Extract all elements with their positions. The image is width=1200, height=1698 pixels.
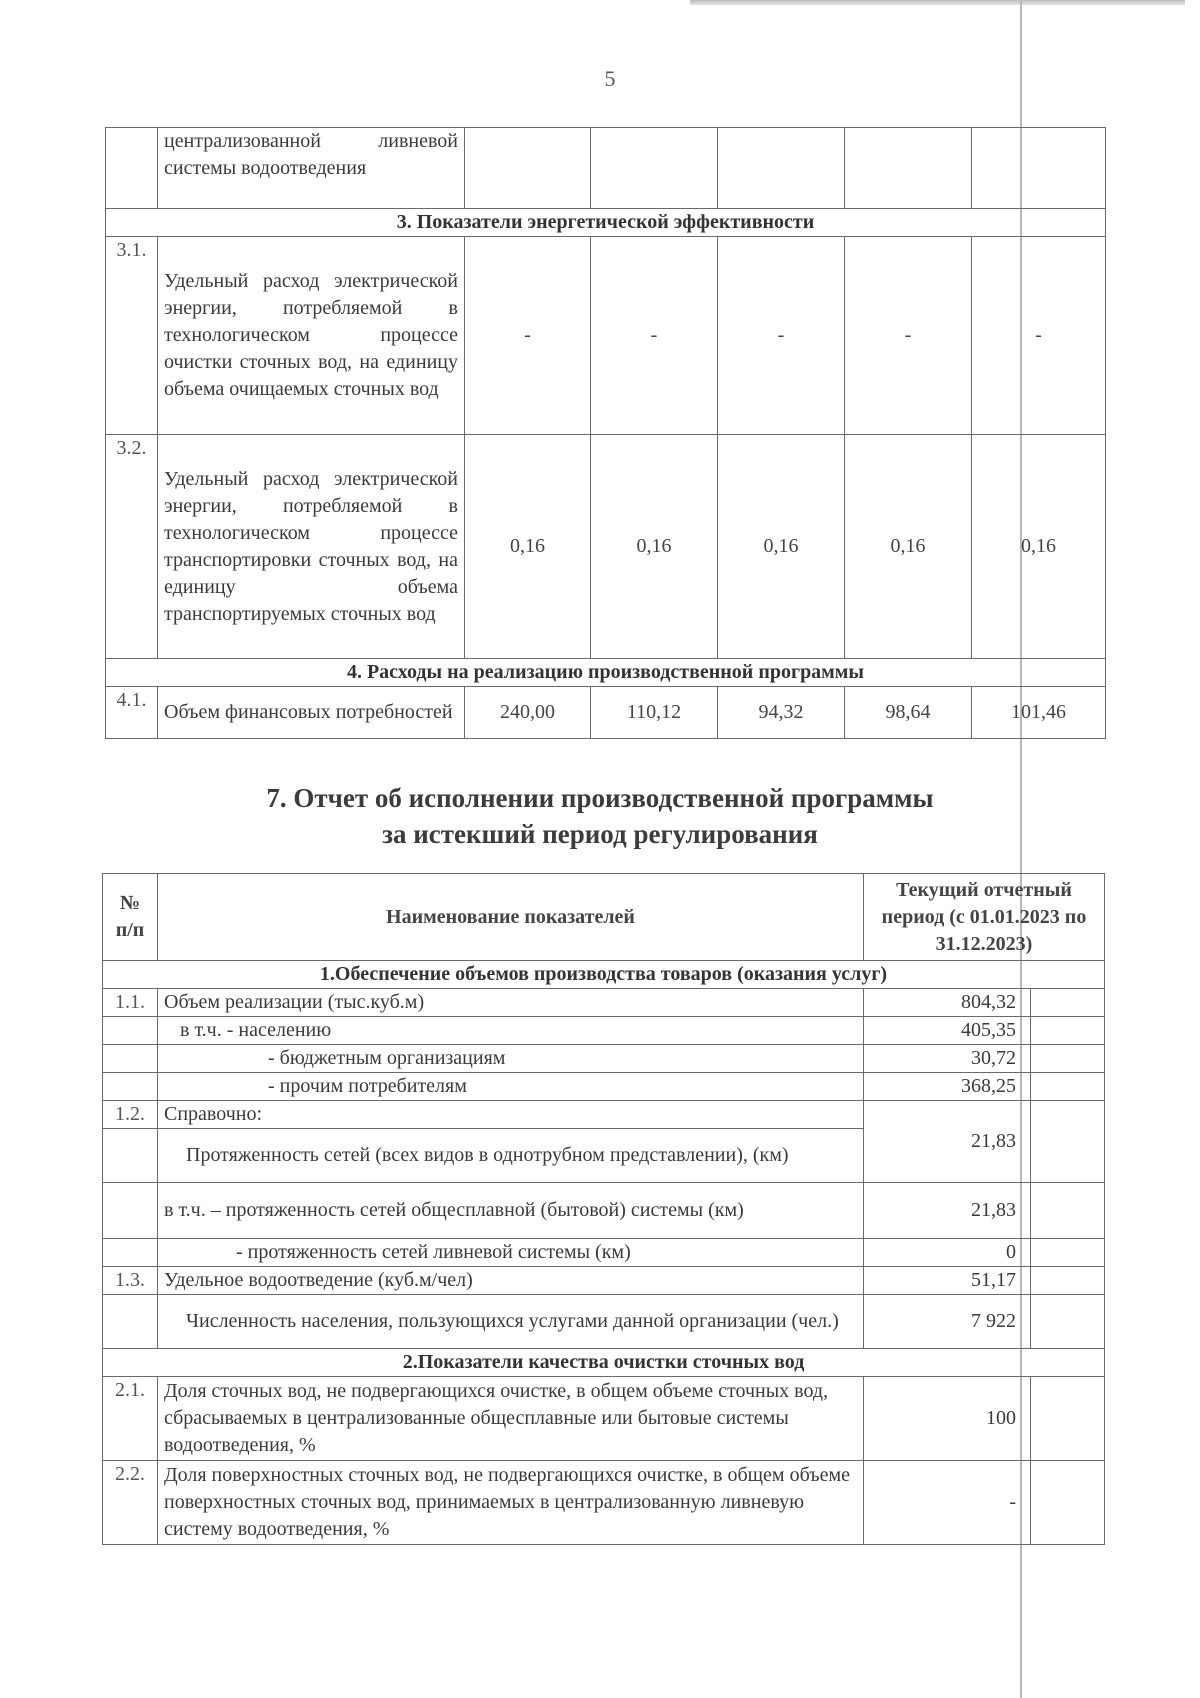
indicator-name-cell: Удельный расход электрической энергии, потребляемой в технологическом процессе очистки сточных вод, на единицу объема очищаемых сточных вод [158, 237, 465, 435]
value-cell: - [864, 1461, 1031, 1545]
value-cell: 0,16 [718, 435, 845, 659]
table-row [103, 1239, 1105, 1267]
value-cell: - [845, 237, 972, 435]
row-number-cell: 1.1. [103, 989, 158, 1017]
section-title: 2.Показатели качества очистки сточных вод [103, 1349, 1105, 1377]
value-cell: - [972, 237, 1106, 435]
indicator-name-cell: централизованной ливневой системы водоотведения [158, 128, 465, 209]
section-title: 4. Расходы на реализацию производственной программы [106, 659, 1106, 687]
page-number: 5 [604, 66, 616, 91]
value-cell [465, 128, 591, 209]
row-number-cell [103, 1295, 158, 1349]
value-cell: 30,72 [864, 1045, 1031, 1073]
program-report-table [102, 873, 1105, 1545]
row-number-cell [106, 128, 158, 209]
row-number-cell: 4.1. [106, 687, 158, 739]
row-number-cell [103, 1073, 158, 1101]
empty-cell [1031, 1073, 1105, 1101]
table-row [103, 1073, 1105, 1101]
empty-cell [1031, 1101, 1105, 1183]
table-row [103, 989, 1105, 1017]
value-cell: 51,17 [864, 1267, 1031, 1295]
row-number-cell [103, 1017, 158, 1045]
empty-cell [1031, 1183, 1105, 1239]
value-cell [591, 128, 718, 209]
empty-cell [1031, 1017, 1105, 1045]
value-cell: 94,32 [718, 687, 845, 739]
section-header-row [106, 209, 1106, 237]
indicator-name-cell: Доля поверхностных сточных вод, не подвергающихся очистке, в общем объеме поверхностных сточных вод, принимаемых в централизованную ливневую систему водоотведения, % [158, 1461, 864, 1545]
table-row [106, 435, 1106, 659]
value-cell: 110,12 [591, 687, 718, 739]
section-title: 3. Показатели энергетической эффективности [106, 209, 1106, 237]
indicator-name-cell: Объем финансовых потребностей [158, 687, 465, 739]
value-cell: - [591, 237, 718, 435]
table-row [103, 1461, 1105, 1545]
indicator-name-cell: - бюджетным организациям [158, 1045, 864, 1073]
table-row [106, 687, 1106, 739]
value-cell: 98,64 [845, 687, 972, 739]
table-row [103, 1045, 1105, 1073]
column-header-period: Текущий отчетный период (с 01.01.2023 по 31.12.2023) [864, 874, 1105, 961]
section-header-row [103, 961, 1105, 989]
empty-cell [1031, 1267, 1105, 1295]
row-number-cell: 1.2. [103, 1101, 158, 1129]
value-cell: 368,25 [864, 1073, 1031, 1101]
value-cell: 100 [864, 1377, 1031, 1461]
indicator-name-cell: Объем реализации (тыс.куб.м) [158, 989, 864, 1017]
value-cell: 7 922 [864, 1295, 1031, 1349]
scan-artifact-top [690, 0, 1185, 5]
indicator-name-cell: в т.ч. - населению [158, 1017, 864, 1045]
indicator-name-cell: Доля сточных вод, не подвергающихся очистке, в общем объеме сточных вод, сбрасываемых в централизованные общесплавные или бытовые системы водоотведения, % [158, 1377, 864, 1461]
empty-cell [1031, 1045, 1105, 1073]
value-cell [972, 128, 1106, 209]
indicator-name-cell: Справочно: [158, 1101, 864, 1129]
indicators-table-continued [105, 127, 1106, 739]
row-number-cell [103, 1045, 158, 1073]
table-row [103, 1267, 1105, 1295]
value-cell: 21,83 [864, 1183, 1031, 1239]
indicator-name-cell: Протяженность сетей (всех видов в однотрубном представлении), (км) [158, 1129, 864, 1183]
indicator-name-cell: в т.ч. – протяженность сетей общесплавной (бытовой) системы (км) [158, 1183, 864, 1239]
row-number-cell [103, 1129, 158, 1183]
section-header-row [103, 1349, 1105, 1377]
indicator-name-cell: Удельный расход электрической энергии, потребляемой в технологическом процессе транспортировки сточных вод, на единицу объема транспортируемых сточных вод [158, 435, 465, 659]
section-heading [0, 780, 1200, 852]
table-row [103, 1017, 1105, 1045]
value-cell: 0 [864, 1239, 1031, 1267]
empty-cell [1031, 1295, 1105, 1349]
value-cell: 240,00 [465, 687, 591, 739]
value-cell: 21,83 [864, 1101, 1031, 1183]
value-cell: 0,16 [465, 435, 591, 659]
row-number-cell [103, 1183, 158, 1239]
empty-cell [1031, 1239, 1105, 1267]
table-row [103, 1101, 1105, 1129]
empty-cell [1031, 1461, 1105, 1545]
section-header-row [106, 659, 1106, 687]
empty-cell [1031, 1377, 1105, 1461]
value-cell: 101,46 [972, 687, 1106, 739]
section-title: 1.Обеспечение объемов производства товаров (оказания услуг) [103, 961, 1105, 989]
table-row [103, 1183, 1105, 1239]
value-cell: - [465, 237, 591, 435]
value-cell [718, 128, 845, 209]
indicator-name-cell: - прочим потребителям [158, 1073, 864, 1101]
row-number-cell: 3.1. [106, 237, 158, 435]
row-number-cell: 1.3. [103, 1267, 158, 1295]
heading-line-1: 7. Отчет об исполнении производственной программы [266, 783, 934, 813]
indicator-name-cell: Численность населения, пользующихся услугами данной организации (чел.) [158, 1295, 864, 1349]
table-row [106, 237, 1106, 435]
table-row [106, 128, 1106, 209]
indicator-name-cell: - протяженность сетей ливневой системы (км) [158, 1239, 864, 1267]
table-row [103, 1295, 1105, 1349]
row-number-cell: 2.1. [103, 1377, 158, 1461]
heading-line-2: за истекший период регулирования [382, 819, 818, 849]
empty-cell [1031, 989, 1105, 1017]
row-number-cell: 3.2. [106, 435, 158, 659]
column-header-name: Наименование показателей [158, 874, 864, 961]
table-header-row [103, 874, 1105, 961]
table-row [103, 1377, 1105, 1461]
value-cell: 405,35 [864, 1017, 1031, 1045]
indicator-name-cell: Удельное водоотведение (куб.м/чел) [158, 1267, 864, 1295]
row-number-cell [103, 1239, 158, 1267]
value-cell: - [718, 237, 845, 435]
column-header-number: № п/п [103, 874, 158, 961]
value-cell: 0,16 [845, 435, 972, 659]
value-cell [845, 128, 972, 209]
value-cell: 804,32 [864, 989, 1031, 1017]
row-number-cell: 2.2. [103, 1461, 158, 1545]
value-cell: 0,16 [972, 435, 1106, 659]
value-cell: 0,16 [591, 435, 718, 659]
